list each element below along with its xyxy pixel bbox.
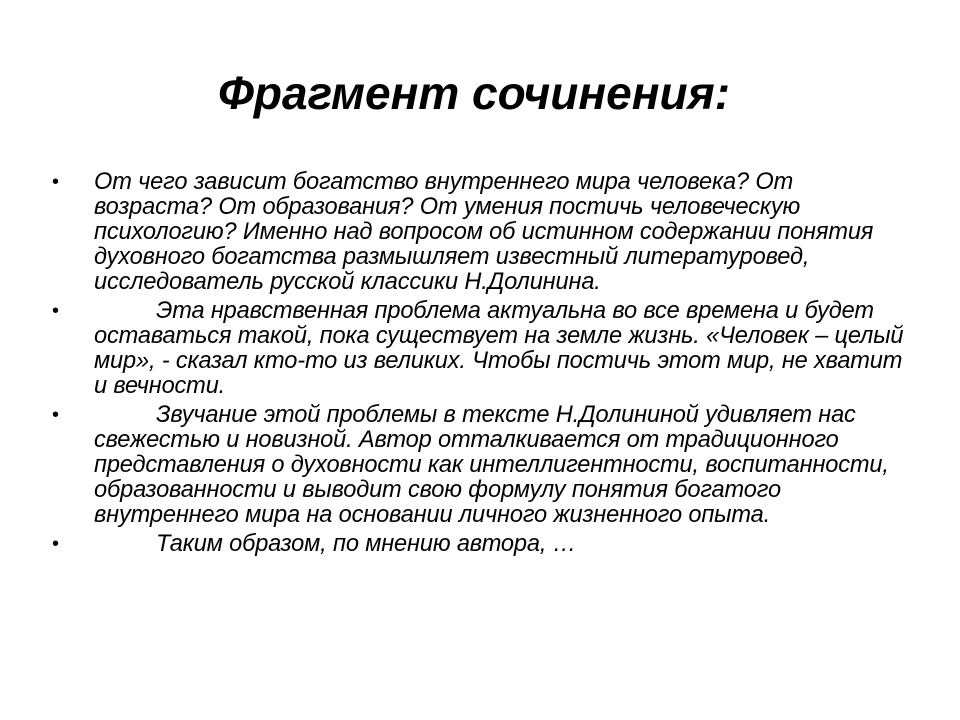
bullet-icon: • bbox=[52, 300, 59, 322]
list-item bbox=[52, 532, 912, 557]
bullet-icon: • bbox=[52, 533, 59, 555]
paragraph-text: Эта нравственная проблема актуальна во все времена и будет оставаться такой, пока существует на земле жизнь. «Человек – целый мир», - сказал кто-то из великих. Чтобы постичь этот мир, не хватит и вечности. bbox=[94, 298, 904, 399]
list-item bbox=[52, 299, 912, 399]
paragraph-list bbox=[52, 170, 912, 561]
bullet-icon: • bbox=[52, 171, 59, 193]
list-item bbox=[52, 170, 912, 295]
list-item bbox=[52, 403, 912, 528]
paragraph-text: Таким образом, по мнению автора, … bbox=[156, 531, 577, 557]
paragraph-text: От чего зависит богатство внутреннего мира человека? От возраста? От образования? От умения постичь человеческую психологию? Именно над вопросом об истинном содержании понятия духовного богатства размышляет известный литературовед, исследователь русской классики Н.Долинина. bbox=[94, 169, 874, 295]
paragraph-text: Звучание этой проблемы в тексте Н.Долининой удивляет нас свежестью и новизной. Автор отталкивается от традиционного представления о духовности как интеллигентности, воспитанности, образованности и выводит свою формулу понятия богатого внутреннего мира на основании личного жизненного опыта. bbox=[94, 402, 889, 528]
slide-title: Фрагмент сочинения: bbox=[217, 67, 731, 119]
bullet-icon: • bbox=[52, 404, 59, 426]
